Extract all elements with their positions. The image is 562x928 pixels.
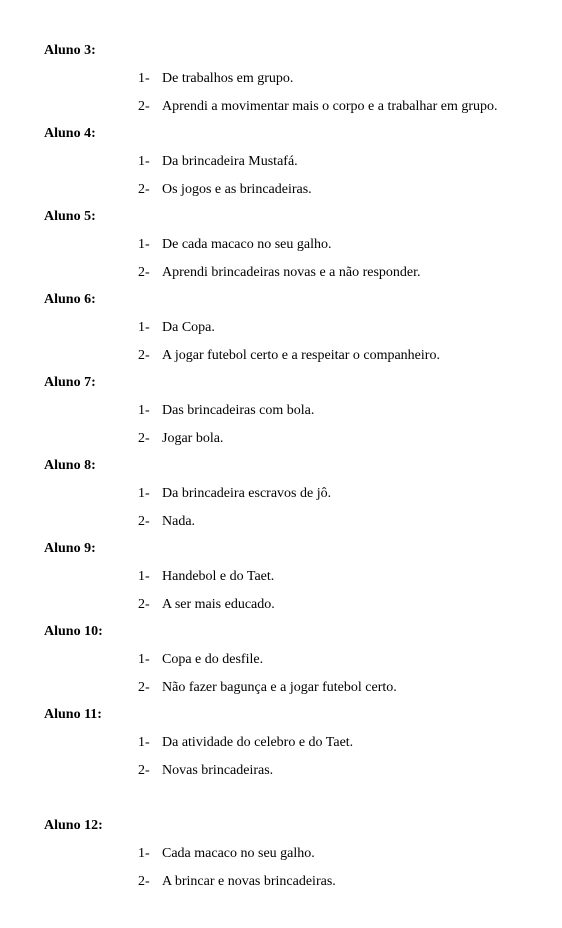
answer-item xyxy=(138,652,263,668)
item-text: A brincar e novas brincadeiras. xyxy=(162,874,336,889)
item-number: 1- xyxy=(138,569,150,584)
item-text: De cada macaco no seu galho. xyxy=(162,237,332,252)
item-number: 2- xyxy=(138,874,150,889)
answer-item xyxy=(138,514,195,530)
item-text: Novas brincadeiras. xyxy=(162,763,274,778)
item-text: Da atividade do celebro e do Taet. xyxy=(162,735,354,750)
item-number: 2- xyxy=(138,514,150,529)
item-number: 1- xyxy=(138,846,150,861)
item-text: Handebol e do Taet. xyxy=(162,569,275,584)
item-text: A jogar futebol certo e a respeitar o companheiro. xyxy=(162,348,440,363)
item-number: 2- xyxy=(138,431,150,446)
answer-item xyxy=(138,680,397,696)
item-number: 2- xyxy=(138,99,150,114)
item-text: Das brincadeiras com bola. xyxy=(162,403,315,418)
student-heading: Aluno 4: xyxy=(44,126,96,141)
answer-item xyxy=(138,735,353,751)
item-text: Os jogos e as brincadeiras. xyxy=(162,182,312,197)
item-text: Da brincadeira escravos de jô. xyxy=(162,486,332,501)
item-text: Copa e do desfile. xyxy=(162,652,264,667)
student-heading: Aluno 5: xyxy=(44,209,96,224)
student-heading: Aluno 9: xyxy=(44,541,96,556)
item-text: A ser mais educado. xyxy=(162,597,275,612)
student-heading: Aluno 12: xyxy=(44,818,103,833)
answer-item xyxy=(138,874,336,890)
answer-item xyxy=(138,569,274,585)
item-number: 1- xyxy=(138,652,150,667)
answer-item xyxy=(138,348,440,364)
item-text: Da brincadeira Mustafá. xyxy=(162,154,298,169)
answer-item xyxy=(138,237,331,253)
student-heading: Aluno 11: xyxy=(44,707,102,722)
item-text: Nada. xyxy=(162,514,196,529)
item-text: Aprendi brincadeiras novas e a não responder. xyxy=(162,265,421,280)
student-heading: Aluno 8: xyxy=(44,458,96,473)
answer-item xyxy=(138,320,215,336)
answer-item xyxy=(138,597,275,613)
item-text: Da Copa. xyxy=(162,320,215,335)
answer-item xyxy=(138,403,314,419)
student-heading: Aluno 6: xyxy=(44,292,96,307)
item-number: 2- xyxy=(138,348,150,363)
item-text: Cada macaco no seu galho. xyxy=(162,846,315,861)
item-number: 1- xyxy=(138,486,150,501)
item-text: De trabalhos em grupo. xyxy=(162,71,294,86)
answer-item xyxy=(138,763,273,779)
answer-item xyxy=(138,99,498,115)
item-text: Jogar bola. xyxy=(162,431,224,446)
student-heading: Aluno 3: xyxy=(44,43,96,58)
item-number: 2- xyxy=(138,680,150,695)
item-number: 1- xyxy=(138,237,150,252)
item-text: Não fazer bagunça e a jogar futebol certo. xyxy=(162,680,397,695)
item-number: 1- xyxy=(138,71,150,86)
answer-item xyxy=(138,154,298,170)
answer-item xyxy=(138,71,293,87)
answer-item xyxy=(138,846,315,862)
item-text: Aprendi a movimentar mais o corpo e a trabalhar em grupo. xyxy=(162,99,498,114)
answer-item xyxy=(138,265,421,281)
student-heading: Aluno 10: xyxy=(44,624,103,639)
item-number: 2- xyxy=(138,763,150,778)
item-number: 1- xyxy=(138,154,150,169)
answer-item xyxy=(138,486,331,502)
item-number: 1- xyxy=(138,403,150,418)
item-number: 1- xyxy=(138,320,150,335)
item-number: 2- xyxy=(138,182,150,197)
item-number: 2- xyxy=(138,265,150,280)
answer-item xyxy=(138,182,312,198)
student-heading: Aluno 7: xyxy=(44,375,96,390)
item-number: 2- xyxy=(138,597,150,612)
answer-item xyxy=(138,431,223,447)
item-number: 1- xyxy=(138,735,150,750)
